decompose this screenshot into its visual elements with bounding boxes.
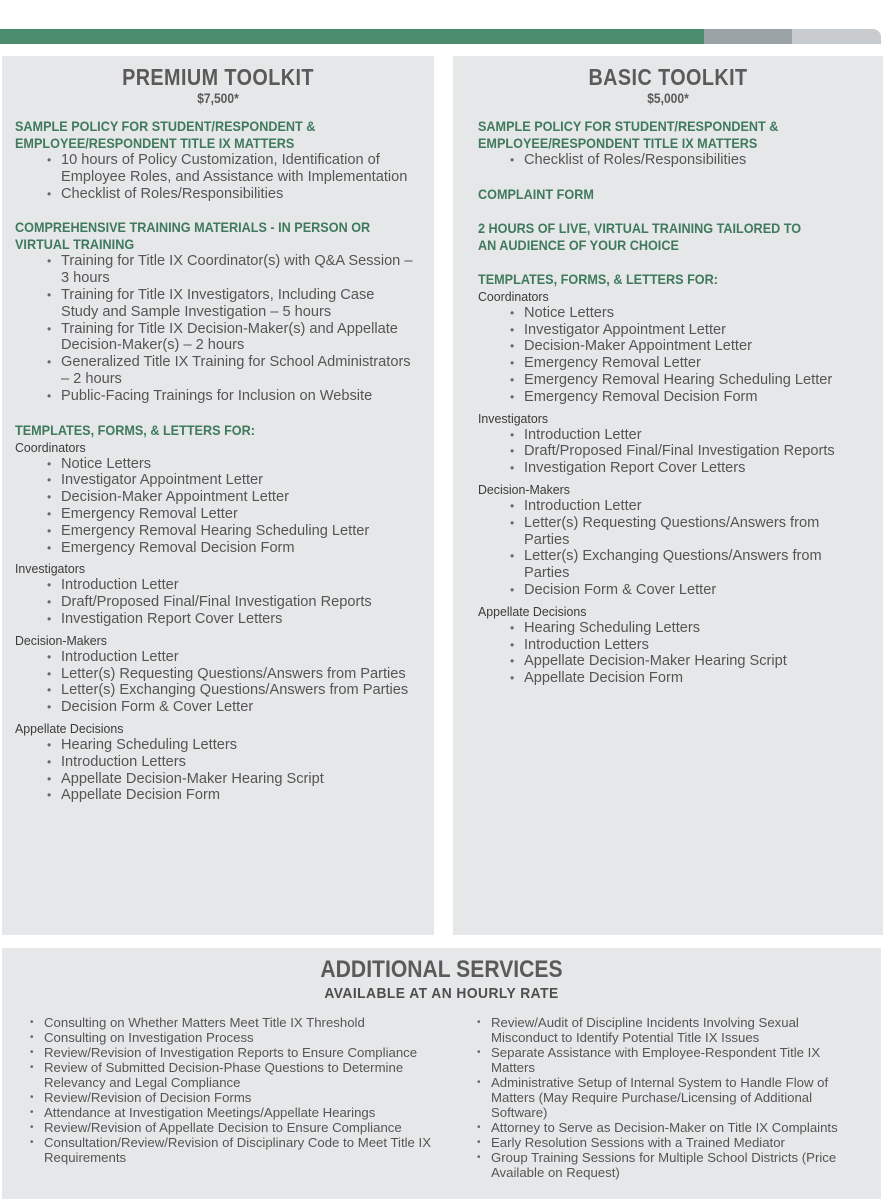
basic-title: BASIC TOOLKIT — [588, 64, 748, 90]
list-item: • Notice Letters — [510, 305, 858, 322]
basic-complaint-heading: COMPLAINT FORM — [478, 186, 594, 202]
premium-training-heading: COMPREHENSIVE TRAINING MATERIALS - IN PERSON OR VIRTUAL TRAINING — [15, 220, 371, 253]
list-item: • Training for Title IX Decision-Maker(s) and Appellate Decision-Maker(s) – 2 hours — [47, 321, 415, 355]
list-item: • Emergency Removal Letter — [510, 355, 858, 372]
list-item: • Decision-Maker Appointment Letter — [47, 489, 415, 506]
list-item: • Decision-Maker Appointment Letter — [510, 338, 858, 355]
list-item: • Review/Revision of Investigation Reports to Ensure Compliance — [30, 1045, 435, 1060]
list-item: • Review/Revision of Appellate Decision to Ensure Compliance — [30, 1120, 435, 1135]
list-item: • Introduction Letter — [510, 498, 858, 515]
list-item: • Investigation Report Cover Letters — [510, 460, 858, 477]
premium-coordinators-list — [15, 456, 415, 557]
list-item: • Decision Form & Cover Letter — [510, 582, 858, 599]
accent-bar-gray — [704, 29, 792, 44]
premium-toolkit-panel — [2, 56, 434, 935]
premium-appellate-list — [15, 737, 415, 804]
premium-investigators-list — [15, 577, 415, 627]
list-item: • Review/Revision of Decision Forms — [30, 1090, 435, 1105]
premium-training-list — [15, 253, 415, 404]
top-accent-bar — [0, 29, 881, 44]
basic-policy-list — [478, 152, 858, 169]
list-item: • Early Resolution Sessions with a Trained Mediator — [477, 1135, 857, 1150]
list-item: • Emergency Removal Decision Form — [510, 389, 858, 406]
list-item: • Introduction Letter — [47, 649, 415, 666]
list-item: • 10 hours of Policy Customization, Identification of Employee Roles, and Assistance with Implementation — [47, 152, 415, 186]
basic-appellate-list — [478, 620, 858, 687]
list-item: • Letter(s) Requesting Questions/Answers from Parties — [510, 515, 858, 549]
list-item: • Training for Title IX Coordinator(s) with Q&A Session – 3 hours — [47, 253, 415, 287]
basic-decision-makers-list — [478, 498, 858, 599]
list-item: • Appellate Decision Form — [510, 670, 858, 687]
list-item: • Generalized Title IX Training for School Administrators – 2 hours — [47, 354, 415, 388]
list-item: • Consultation/Review/Revision of Disciplinary Code to Meet Title IX Requirements — [30, 1135, 435, 1165]
basic-decision-makers-label: Decision-Makers — [478, 481, 570, 497]
list-item: • Introduction Letter — [510, 427, 858, 444]
list-item: • Consulting on Investigation Process — [30, 1030, 435, 1045]
list-item: • Checklist of Roles/Responsibilities — [47, 186, 415, 203]
list-item: • Emergency Removal Letter — [47, 506, 415, 523]
list-item: • Introduction Letter — [47, 577, 415, 594]
list-item: • Introduction Letters — [47, 754, 415, 771]
premium-appellate-label: Appellate Decisions — [15, 720, 124, 736]
list-item: • Hearing Scheduling Letters — [510, 620, 858, 637]
premium-decision-makers-list — [15, 649, 415, 716]
basic-toolkit-panel — [453, 56, 883, 935]
list-item: • Letter(s) Exchanging Questions/Answers from Parties — [510, 548, 858, 582]
list-item: • Notice Letters — [47, 456, 415, 473]
list-item: • Attendance at Investigation Meetings/Appellate Hearings — [30, 1105, 435, 1120]
list-item: • Investigation Report Cover Letters — [47, 611, 415, 628]
additional-left-column — [30, 1015, 435, 1165]
premium-policy-list — [15, 152, 415, 202]
basic-policy-heading: SAMPLE POLICY FOR STUDENT/RESPONDENT & EMPLOYEE/RESPONDENT TITLE IX MATTERS — [478, 119, 779, 151]
additional-left-list — [30, 1015, 435, 1165]
list-item: • Appellate Decision-Maker Hearing Script — [510, 653, 858, 670]
additional-right-column — [477, 1015, 857, 1180]
list-item: • Administrative Setup of Internal System to Handle Flow of Matters (May Require Purchase/Licensing of Additional Software) — [477, 1075, 857, 1120]
list-item: • Checklist of Roles/Responsibilities — [510, 152, 858, 169]
basic-price: $5,000* — [647, 90, 689, 106]
list-item: • Investigator Appointment Letter — [47, 472, 415, 489]
list-item: • Separate Assistance with Employee-Respondent Title IX Matters — [477, 1045, 857, 1075]
premium-coordinators-label: Coordinators — [15, 439, 86, 455]
basic-coordinators-list — [478, 305, 858, 406]
list-item: • Review of Submitted Decision-Phase Questions to Determine Relevancy and Legal Compliance — [30, 1060, 435, 1090]
list-item: • Group Training Sessions for Multiple School Districts (Price Available on Request) — [477, 1150, 857, 1180]
additional-right-list — [477, 1015, 857, 1180]
list-item: • Introduction Letters — [510, 637, 858, 654]
additional-title: ADDITIONAL SERVICES — [320, 956, 563, 983]
list-item: • Investigator Appointment Letter — [510, 322, 858, 339]
list-item: • Decision Form & Cover Letter — [47, 699, 415, 716]
list-item: • Emergency Removal Hearing Scheduling Letter — [510, 372, 858, 389]
premium-decision-makers-label: Decision-Makers — [15, 632, 107, 648]
list-item: • Hearing Scheduling Letters — [47, 737, 415, 754]
additional-services-panel — [2, 948, 881, 1199]
list-item: • Appellate Decision Form — [47, 787, 415, 804]
basic-appellate-label: Appellate Decisions — [478, 603, 587, 619]
list-item: • Emergency Removal Hearing Scheduling Letter — [47, 523, 415, 540]
premium-price: $7,500* — [197, 90, 239, 106]
premium-policy-heading: SAMPLE POLICY FOR STUDENT/RESPONDENT & EMPLOYEE/RESPONDENT TITLE IX MATTERS — [15, 119, 316, 151]
premium-title: PREMIUM TOOLKIT — [122, 64, 314, 90]
premium-investigators-label: Investigators — [15, 561, 86, 577]
list-item: • Draft/Proposed Final/Final Investigation Reports — [510, 443, 858, 460]
accent-bar-green — [0, 29, 704, 44]
list-item: • Draft/Proposed Final/Final Investigation Reports — [47, 594, 415, 611]
basic-investigators-list — [478, 427, 858, 477]
list-item: • Emergency Removal Decision Form — [47, 540, 415, 557]
basic-templates-heading: TEMPLATES, FORMS, & LETTERS FOR: — [478, 271, 718, 287]
premium-templates-heading: TEMPLATES, FORMS, & LETTERS FOR: — [15, 422, 255, 438]
accent-bar-light — [792, 29, 881, 44]
list-item: • Review/Audit of Discipline Incidents Involving Sexual Misconduct to Identify Potential Title IX Issues — [477, 1015, 857, 1045]
list-item: • Letter(s) Exchanging Questions/Answers from Parties — [47, 682, 415, 699]
list-item: • Attorney to Serve as Decision-Maker on Title IX Complaints — [477, 1120, 857, 1135]
list-item: • Public-Facing Trainings for Inclusion on Website — [47, 388, 415, 405]
basic-live-training-heading: 2 HOURS OF LIVE, VIRTUAL TRAINING TAILORED TO AN AUDIENCE OF YOUR CHOICE — [478, 220, 802, 253]
basic-investigators-label: Investigators — [478, 410, 549, 426]
list-item: • Training for Title IX Investigators, Including Case Study and Sample Investigation – 5 hours — [47, 287, 415, 321]
list-item: • Letter(s) Requesting Questions/Answers from Parties — [47, 666, 415, 683]
basic-coordinators-label: Coordinators — [478, 288, 549, 304]
list-item: • Consulting on Whether Matters Meet Title IX Threshold — [30, 1015, 435, 1030]
list-item: • Appellate Decision-Maker Hearing Script — [47, 771, 415, 788]
additional-subtitle: AVAILABLE AT AN HOURLY RATE — [324, 985, 559, 1002]
